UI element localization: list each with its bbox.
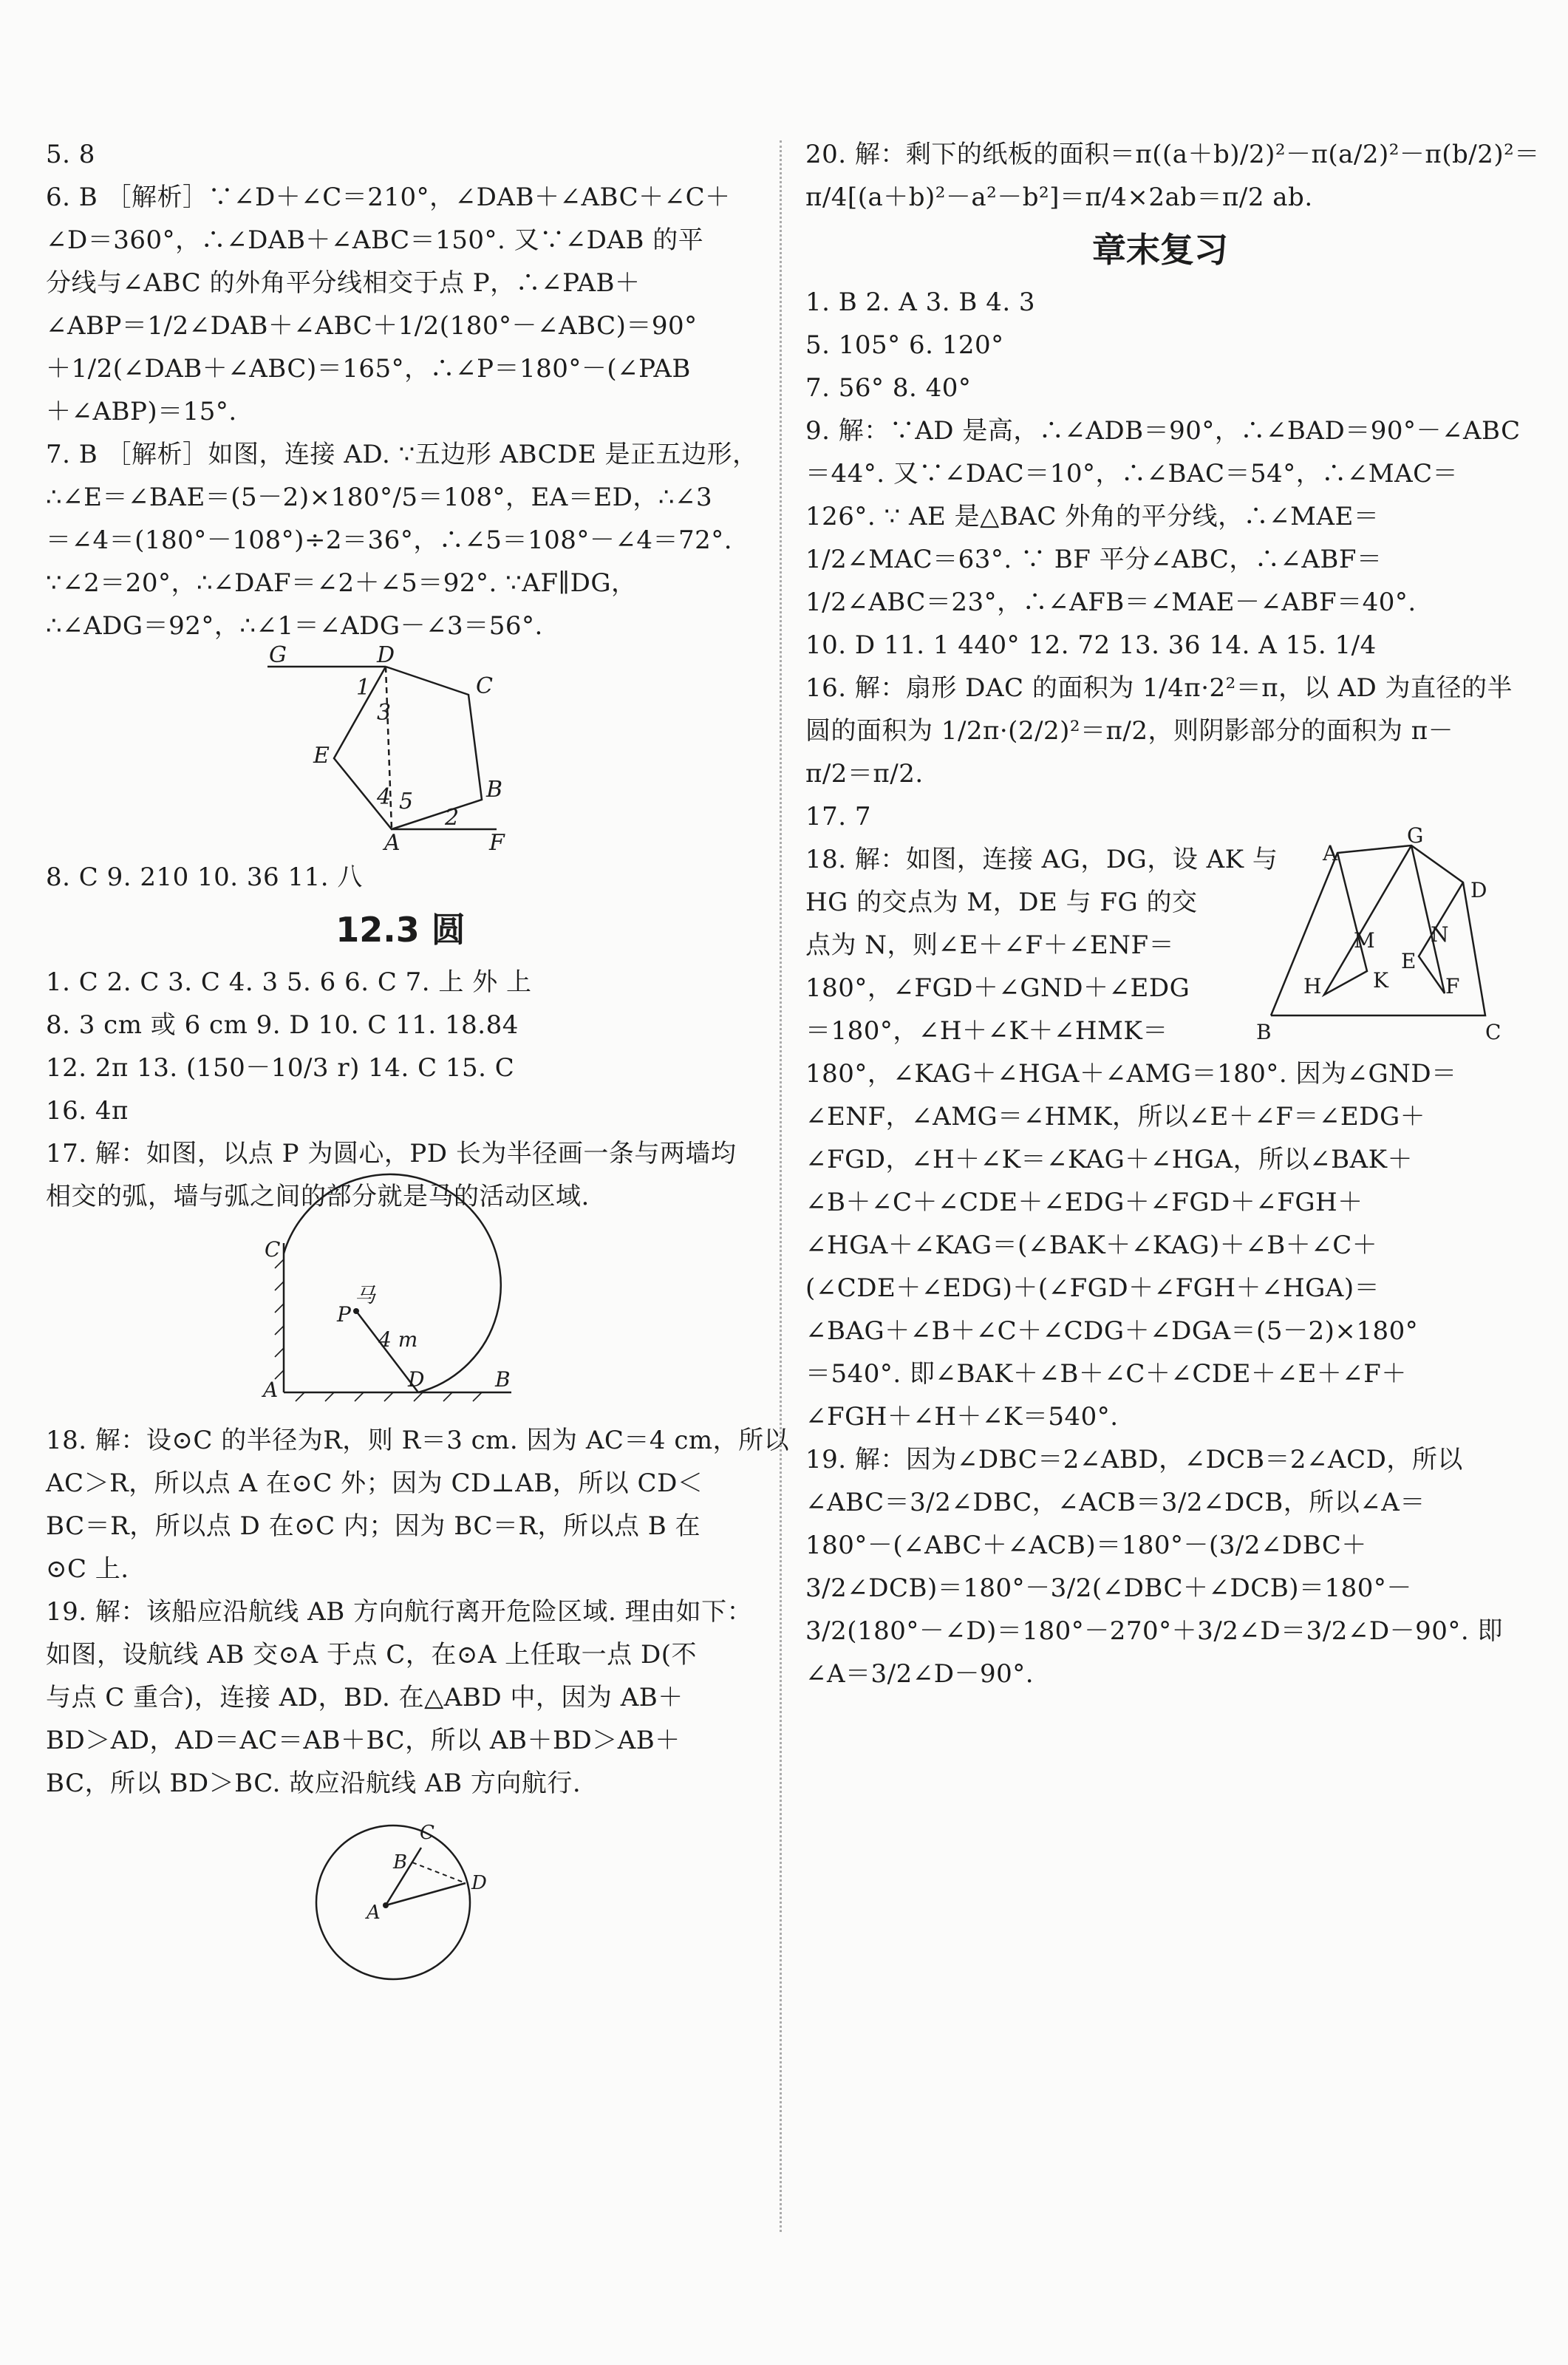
section-title-12-3: 12.3 圆 xyxy=(335,910,466,950)
answer-line: 相交的弧，墙与弧之间的部分就是马的活动区域. xyxy=(46,1182,590,1211)
answer-line: 3/2(180°－∠D)＝180°－270°＋3/2∠D＝3/2∠D－90°. 即 xyxy=(805,1616,1503,1646)
answer-line: 18. 解：如图，连接 AG，DG，设 AK 与 xyxy=(805,845,1278,874)
answer-line: 180°，∠KAG＋∠HGA＋∠AMG＝180°. 因为∠GND＝ xyxy=(805,1059,1457,1089)
answer-line: 7. 56° 8. 40° xyxy=(805,373,972,403)
left-column xyxy=(46,133,790,1991)
answer-line: BC＝R，所以点 D 在⊙C 内；因为 BC＝R，所以点 B 在 xyxy=(46,1511,701,1541)
answer-line: 圆的面积为 1/2π·(2/2)²＝π/2，则阴影部分的面积为 π－ xyxy=(805,716,1454,746)
label-E: E xyxy=(313,743,330,769)
answer-line: AC＞R，所以点 A 在⊙C 外；因为 CD⊥AB，所以 CD＜ xyxy=(46,1469,703,1498)
label-F: F xyxy=(1445,974,1460,998)
answer-line: ＝180°，∠H＋∠K＋∠HMK＝ xyxy=(805,1016,1168,1046)
answer-line: ∠ABC＝3/2∠DBC，∠ACB＝3/2∠DCB，所以∠A＝ xyxy=(805,1488,1425,1517)
answer-line: 分线与∠ABC 的外角平分线相交于点 P，∴∠PAB＋ xyxy=(46,268,641,298)
answer-line: 9. 解：∵AD 是高，∴∠ADB＝90°，∴∠BAD＝90°－∠ABC xyxy=(805,416,1521,446)
left-top-block xyxy=(46,133,758,647)
answer-line: ∠BAG＋∠B＋∠C＋∠CDG＋∠DGA＝(5－2)×180° xyxy=(805,1316,1419,1346)
section-title-review: 章末复习 xyxy=(1092,230,1228,270)
answer-line: ∠FGD，∠H＋∠K＝∠KAG＋∠HGA，所以∠BAK＋ xyxy=(805,1145,1414,1174)
label-M: M xyxy=(1354,928,1375,953)
answer-line: 如图，设航线 AB 交⊙A 于点 C，在⊙A 上任取一点 D(不 xyxy=(46,1640,698,1670)
answer-line: 16. 4π xyxy=(46,1096,129,1126)
label-C: C xyxy=(420,1822,434,1844)
answer-line: ∠B＋∠C＋∠CDE＋∠EDG＋∠FGD＋∠FGH＋ xyxy=(805,1188,1363,1217)
column-divider xyxy=(780,140,782,2232)
label-horse: 马 xyxy=(355,1283,376,1307)
answer-line: 6. B ［解析］∵∠D＋∠C＝210°，∠DAB＋∠ABC＋∠C＋ xyxy=(46,183,731,212)
answer-line: BD＞AD，AD＝AC＝AB＋BC，所以 AB＋BD＞AB＋ xyxy=(46,1726,681,1755)
answer-line: ∠A＝3/2∠D－90°. xyxy=(805,1659,1034,1689)
label-D: D xyxy=(471,1872,487,1894)
label-5: 5 xyxy=(399,789,414,814)
answer-line: ∵∠2＝20°，∴∠DAF＝∠2＋∠5＝92°. ∵AF∥DG， xyxy=(46,568,637,598)
answer-line: 与点 C 重合)，连接 AD，BD. 在△ABD 中，因为 AB＋ xyxy=(46,1683,684,1712)
label-E: E xyxy=(1401,949,1417,973)
answer-line: 1. B 2. A 3. B 4. 3 xyxy=(805,287,1036,317)
label-D: D xyxy=(1470,878,1487,902)
answer-line: (∠CDE＋∠EDG)＋(∠FGD＋∠FGH＋∠HGA)＝ xyxy=(805,1273,1380,1303)
label-C: C xyxy=(1485,1020,1501,1044)
answer-line: ＝∠4＝(180°－108°)÷2＝36°，∴∠5＝108°－∠4＝72°. xyxy=(46,525,733,555)
circle-ship-figure xyxy=(304,1809,497,1987)
right-column xyxy=(805,133,1540,1695)
answer-line: 20. 解：剩下的纸板的面积＝π((a＋b)/2)²－π(a/2)²－π(b/2)²＝ xyxy=(805,140,1540,169)
answer-line: 19. 解：因为∠DBC＝2∠ABD，∠DCB＝2∠ACD，所以 xyxy=(805,1445,1463,1474)
answer-line: 8. 3 cm 或 6 cm 9. D 10. C 11. 18.84 xyxy=(46,1010,519,1040)
label-K: K xyxy=(1373,968,1388,993)
answer-line: ∠HGA＋∠KAG＝(∠BAK＋∠KAG)＋∠B＋∠C＋ xyxy=(805,1231,1378,1260)
label-D: D xyxy=(408,1367,425,1392)
label-G: G xyxy=(269,642,287,668)
label-H: H xyxy=(1303,974,1322,998)
pentagon-figure xyxy=(267,642,534,856)
answer-line: ∠D＝360°，∴∠DAB＋∠ABC＝150°. 又∵∠DAB 的平 xyxy=(46,225,704,255)
answer-line: 7. B ［解析］如图，连接 AD. ∵五边形 ABCDE 是正五边形， xyxy=(46,440,758,469)
answer-line: ＝44°. 又∵∠DAC＝10°，∴∠BAC＝54°，∴∠MAC＝ xyxy=(805,459,1459,489)
label-C: C xyxy=(476,673,493,699)
answer-line: 1/2∠MAC＝63°. ∵ BF 平分∠ABC，∴∠ABF＝ xyxy=(805,545,1383,574)
answer-line: ∠FGH＋∠H＋∠K＝540°. xyxy=(805,1402,1119,1432)
label-B: B xyxy=(495,1367,511,1392)
label-P: P xyxy=(337,1302,351,1327)
label-D: D xyxy=(377,642,395,668)
answer-line: 5. 8 xyxy=(46,140,95,169)
answer-line: 5. 105° 6. 120° xyxy=(805,330,1004,360)
answer-line: HG 的交点为 M，DE 与 FG 的交 xyxy=(805,888,1198,917)
answer-line: π/4[(a＋b)²－a²－b²]＝π/4×2ab＝π/2 ab. xyxy=(805,183,1313,212)
star-figure xyxy=(1256,823,1507,1045)
label-3: 3 xyxy=(377,700,392,726)
answer-line: 1/2∠ABC＝23°，∴∠AFB＝∠MAE－∠ABF＝40°. xyxy=(805,588,1417,617)
label-4: 4 xyxy=(377,784,392,810)
answer-line: π/2＝π/2. xyxy=(805,759,924,789)
label-B: B xyxy=(1256,1020,1272,1044)
label-C: C xyxy=(265,1237,281,1262)
answer-line: 18. 解：设⊙C 的半径为R，则 R＝3 cm. 因为 AC＝4 cm，所以 xyxy=(46,1426,790,1455)
answer-line: ∠ABP＝1/2∠DAB＋∠ABC＋1/2(180°－∠ABC)＝90° xyxy=(46,311,698,341)
answer-line: 17. 解：如图，以点 P 为圆心，PD 长为半径画一条与两墙均 xyxy=(46,1139,737,1168)
answer-line: ∴∠ADG＝92°，∴∠1＝∠ADG－∠3＝56°. xyxy=(46,611,543,641)
answer-line: BC，所以 BD＞BC. 故应沿航线 AB 方向航行. xyxy=(46,1769,582,1798)
label-B: B xyxy=(486,777,503,803)
label-1: 1 xyxy=(356,675,371,701)
horse-wall-figure xyxy=(260,1222,541,1415)
answer-line: ＝540°. 即∠BAK＋∠B＋∠C＋∠CDE＋∠E＋∠F＋ xyxy=(805,1359,1407,1389)
answer-line: ∴∠E＝∠BAE＝(5－2)×180°/5＝108°，EA＝ED，∴∠3 xyxy=(46,483,713,512)
answer-line: 3/2∠DCB)＝180°－3/2(∠DBC＋∠DCB)＝180°－ xyxy=(805,1573,1412,1603)
answer-line: 8. C 9. 210 10. 36 11. 八 xyxy=(46,862,363,892)
label-G: G xyxy=(1407,823,1424,848)
label-B: B xyxy=(393,1851,408,1874)
label-A: A xyxy=(263,1378,279,1402)
answer-line: ＋∠ABP)＝15°. xyxy=(46,397,237,426)
answer-line: ＋1/2(∠DAB＋∠ABC)＝165°，∴∠P＝180°－(∠PAB xyxy=(46,354,691,384)
answer-line: ∠ENF，∠AMG＝∠HMK，所以∠E＋∠F＝∠EDG＋ xyxy=(805,1102,1426,1132)
answer-line: 10. D 11. 1 440° 12. 72 13. 36 14. A 15. 1/4 xyxy=(805,630,1377,660)
answer-line: 12. 2π 13. (150－10/3 r) 14. C 15. C xyxy=(46,1053,515,1083)
answer-line: 19. 解：该船应沿航线 AB 方向航行离开危险区域. 理由如下： xyxy=(46,1597,753,1627)
answer-line: 17. 7 xyxy=(805,802,872,831)
answer-line: 点为 N，则∠E＋∠F＋∠ENF＝ xyxy=(805,930,1175,960)
answer-line: 180°－(∠ABC＋∠ACB)＝180°－(3/2∠DBC＋ xyxy=(805,1531,1367,1560)
label-4m: 4 m xyxy=(378,1327,418,1352)
answer-line: 1. C 2. C 3. C 4. 3 5. 6 6. C 7. 上 外 上 xyxy=(46,967,532,997)
label-N: N xyxy=(1431,922,1449,947)
label-F: F xyxy=(489,830,505,856)
answer-line: 180°，∠FGD＋∠GND＋∠EDG xyxy=(805,973,1190,1003)
label-2: 2 xyxy=(445,805,460,831)
label-A: A xyxy=(384,830,400,856)
answer-line: ⊙C 上. xyxy=(46,1554,129,1584)
answer-line: 126°. ∵ AE 是△BAC 外角的平分线，∴∠MAE＝ xyxy=(805,502,1380,531)
label-A: A xyxy=(367,1902,381,1924)
label-A: A xyxy=(1323,841,1338,865)
q18-text xyxy=(805,838,1278,1052)
q18-block xyxy=(805,823,1515,1052)
answer-line: 16. 解：扇形 DAC 的面积为 1/4π·2²＝π，以 AD 为直径的半 xyxy=(805,673,1513,703)
